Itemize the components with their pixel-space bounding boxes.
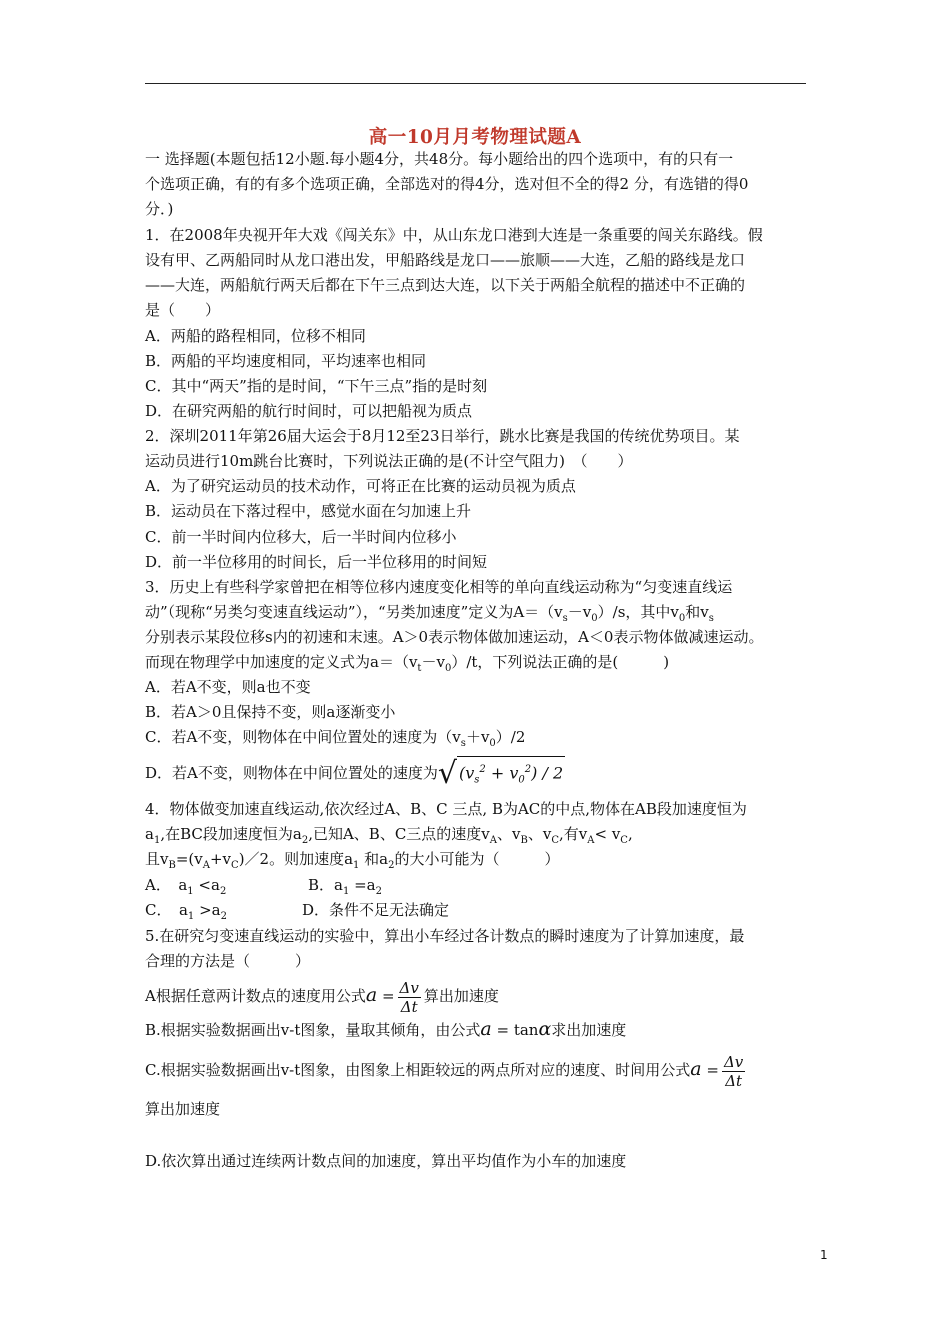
question-5-option-b: B.根据实验数据画出v-t图象，量取其倾角，由公式a = tanα求出加速度 [145,1018,627,1040]
question-4-option-b: B．$a_1 =a_2$ [308,876,382,897]
question-1-option-b: B．两船的平均速度相同，平均速率也相同 [145,352,427,370]
fraction-formula: $\frac{\Delta v}{\Delta t}$ [399,978,419,1016]
question-4-option-d: D．条件不足无法确定 [302,901,450,919]
question-3-stem-line: 3．历史上有些科学家曾把在相等位移内速度变化相等的单向直线运动称为“匀变速直线运 [145,578,733,596]
question-2-option-a: A．为了研究运动员的技术动作，可将正在比赛的运动员视为质点 [145,477,576,495]
question-1-stem-line: 设有甲、乙两船同时从龙口港出发，甲船路线是龙口——旅顺——大连，乙船的路线是龙口 [145,251,746,269]
question-1-stem-line: ——大连，两船航行两天后都在下午三点到达大连，以下关于两船全航程的描述中不正确的 [145,276,746,294]
question-5-option-c-cont: 算出加速度 [145,1100,221,1118]
question-3-option-d: D．若A不变，则物体在中间位置处的速度为√ $(v_s^2 + v_0^2) / 2$ [145,755,564,791]
question-1-option-c: C．其中“两天”指的是时间，“下午三点”指的是时刻 [145,377,488,395]
question-3-option-a: A．若A不变，则a也不变 [145,678,311,696]
question-1-option-d: D．在研究两船的航行时间时，可以把船视为质点 [145,402,473,420]
question-1-option-a: A．两船的路程相同，位移不相同 [145,327,366,345]
question-4-option-a: A． $a_1 <a_2$ [145,876,227,897]
question-4-stem-line: 且$v_B=(v_A+v_C)/2$。则加速度$a_1$ 和$a_2$的大小可能为（ ） [145,850,560,871]
page-title: 高一10月月考物理试题A [368,127,582,148]
question-2-option-b: B．运动员在下落过程中，感觉水面在匀加速上升 [145,502,472,520]
fraction-formula: $\frac{\Delta v}{\Delta t}$ [723,1052,744,1090]
question-2-stem-line: 运动员进行10m跳台比赛时，下列说法正确的是(不计空气阻力) （ ） [145,452,633,470]
question-5-option-a: A根据任意两计数点的速度用公式a = $\frac{\Delta v}{\Delta t}$ 算出加速度 [145,978,499,1016]
question-5-stem-line: 5.在研究匀变速直线运动的实验中，算出小车经过各计数点的瞬时速度为了计算加速度，最 [145,927,745,945]
question-3-stem-line: 分别表示某段位移s内的初速和末速。A＞0表示物体做加速运动，A＜0表示物体做减速运动。 [145,628,764,646]
sqrt-formula: √ $(v_s^2 + v_0^2) / 2$ [437,755,564,791]
question-2-option-d: D．前一半位移用的时间长，后一半位移用的时间短 [145,553,488,571]
question-3-stem-line: 动”（现称“另类匀变速直线运动”），“另类加速度”定义为$A=(v_s-v_0)/s$，其中$v_0$和$v_s$ [145,603,714,624]
question-3-option-b: B．若A＞0且保持不变，则a逐渐变小 [145,703,396,721]
page-number: 1 [820,1248,828,1262]
question-2-stem-line: 2．深圳2011年第26届大运会于8月12至23日举行，跳水比赛是我国的传统优势项目。某 [145,427,740,445]
section-instructions-line: 个选项正确，有的有多个选项正确，全部选对的得4分，选对但不全的得2 分，有选错的得0 [145,175,749,193]
question-4-option-c: C． $a_1 >a_2$ [145,901,227,922]
section-instructions-line: 分．) [145,200,174,218]
section-instructions-line: 一 选择题(本题包括12小题.每小题4分，共48分。每小题给出的四个选项中，有的只有一 [145,150,734,168]
question-5-option-d: D.依次算出通过连续两计数点间的加速度，算出平均值作为小车的加速度 [145,1152,627,1170]
question-3-option-c: C．若A不变，则物体在中间位置处的速度为$(v_s+v_0)/2$ [145,728,526,749]
question-3-stem-line: 而现在物理学中加速度的定义式为$a=(v_t-v_0)/t$，下列说法正确的是( ) [145,653,670,674]
question-1-stem-line: 是（ ） [145,301,221,319]
question-4-stem-line: 4．物体做变加速直线运动,依次经过A、B、C 三点, B为AC的中点,物体在AB段加速度恒为 [145,800,747,818]
question-1-stem-line: 1．在2008年央视开年大戏《闯关东》中，从山东龙口港到大连是一条重要的闯关东路线。假 [145,226,763,244]
question-2-option-c: C．前一半时间内位移大，后一半时间内位移小 [145,528,457,546]
header-rule [145,83,806,84]
question-4-stem-line: $a_1$,在BC段加速度恒为$a_2$,已知A、B、C三点的速度$v_A$、$v_B$、$v_C$,有$v_A< v_C$, [145,825,633,846]
question-5-option-c: C.根据实验数据画出v-t图象，由图象上相距较远的两点所对应的速度、时间用公式a = $\frac{\Delta v}{\Delta t}$ [145,1052,744,1090]
question-5-stem-line: 合理的方法是（ ） [145,952,311,970]
